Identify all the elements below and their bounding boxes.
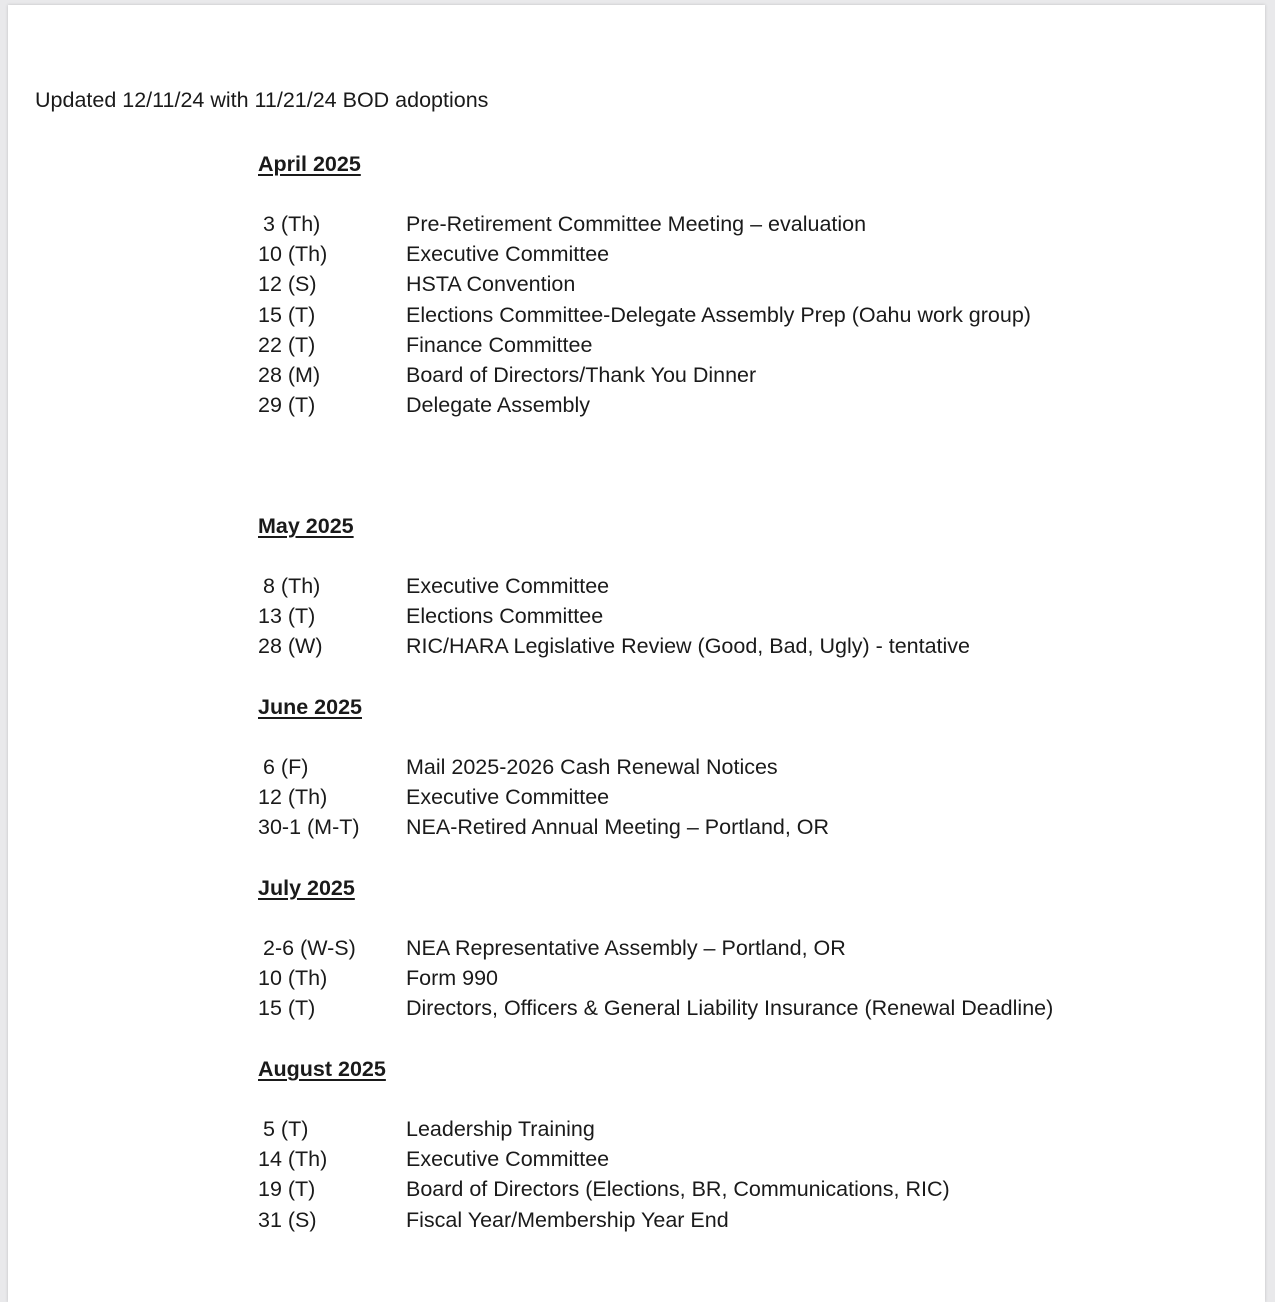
event-date: 22 (T) xyxy=(258,332,316,357)
event-description: Fiscal Year/Membership Year End xyxy=(406,1207,729,1232)
event-date: 2-6 (W-S) xyxy=(263,936,356,960)
event-row xyxy=(258,752,1238,782)
event-row xyxy=(258,390,1238,420)
event-date: 10 (Th) xyxy=(258,242,328,267)
month-section-august xyxy=(258,1054,1238,1235)
event-row xyxy=(258,1144,1238,1174)
month-section-april xyxy=(258,149,1238,420)
event-row xyxy=(258,1205,1238,1235)
event-row xyxy=(258,601,1238,631)
event-date: 31 (S) xyxy=(258,1207,317,1232)
event-date: 30-1 (M-T) xyxy=(258,815,360,840)
event-date: 28 (W) xyxy=(258,634,323,659)
event-description: Executive Committee xyxy=(406,785,610,810)
event-row xyxy=(258,812,1238,842)
event-row xyxy=(258,933,1238,963)
updated-note: Updated 12/11/24 with 11/21/24 BOD adoptions xyxy=(35,88,489,112)
event-row xyxy=(258,963,1238,993)
event-description: Directors, Officers & General Liability Insurance (Renewal Deadline) xyxy=(406,996,1054,1021)
event-date: 15 (T) xyxy=(258,996,316,1021)
event-row xyxy=(258,782,1238,812)
event-description: Executive Committee xyxy=(406,242,610,267)
event-description: Executive Committee xyxy=(406,574,610,598)
event-description: NEA Representative Assembly – Portland, OR xyxy=(406,936,846,960)
event-row xyxy=(258,993,1238,1023)
month-section-july xyxy=(258,873,1238,1024)
event-date: 12 (Th) xyxy=(258,785,328,810)
event-row xyxy=(258,269,1238,299)
event-row xyxy=(258,571,1238,601)
month-title: August 2025 xyxy=(258,1057,386,1081)
event-row xyxy=(258,300,1238,330)
event-description: Delegate Assembly xyxy=(406,393,591,418)
event-description: NEA-Retired Annual Meeting – Portland, OR xyxy=(406,815,830,840)
event-description: Elections Committee-Delegate Assembly Prep (Oahu work group) xyxy=(406,302,1031,327)
document-page xyxy=(8,5,1265,1302)
event-date: 29 (T) xyxy=(258,393,316,418)
event-row xyxy=(258,1114,1238,1144)
event-description: Board of Directors (Elections, BR, Communications, RIC) xyxy=(406,1177,950,1202)
event-date: 15 (T) xyxy=(258,302,316,327)
event-date: 8 (Th) xyxy=(263,574,321,598)
event-date: 19 (T) xyxy=(258,1177,316,1202)
event-description: Form 990 xyxy=(406,966,499,991)
month-title: April 2025 xyxy=(258,152,361,176)
event-description: Mail 2025-2026 Cash Renewal Notices xyxy=(406,755,778,779)
event-list xyxy=(258,752,1238,843)
event-description: Board of Directors/Thank You Dinner xyxy=(406,362,757,387)
event-date: 12 (S) xyxy=(258,272,317,297)
event-list xyxy=(258,1114,1238,1235)
month-title: July 2025 xyxy=(258,876,355,900)
event-date: 28 (M) xyxy=(258,362,321,387)
event-description: Pre-Retirement Committee Meeting – evaluation xyxy=(406,212,867,236)
event-date: 13 (T) xyxy=(258,604,316,629)
event-row xyxy=(258,330,1238,360)
event-description: Elections Committee xyxy=(406,604,604,629)
event-list xyxy=(258,571,1238,662)
event-row xyxy=(258,360,1238,390)
event-date: 14 (Th) xyxy=(258,1147,328,1172)
event-date: 10 (Th) xyxy=(258,966,328,991)
event-description: Finance Committee xyxy=(406,332,593,357)
event-row xyxy=(258,209,1238,239)
event-row xyxy=(258,631,1238,661)
event-list xyxy=(258,209,1238,420)
month-title: June 2025 xyxy=(258,695,362,719)
month-section-may xyxy=(258,511,1238,662)
event-date: 3 (Th) xyxy=(263,212,321,236)
event-description: RIC/HARA Legislative Review (Good, Bad, Ugly) - tentative xyxy=(406,634,971,659)
event-description: Executive Committee xyxy=(406,1147,610,1172)
event-row xyxy=(258,239,1238,269)
month-title: May 2025 xyxy=(258,514,354,538)
event-description: Leadership Training xyxy=(406,1117,595,1141)
event-date: 5 (T) xyxy=(263,1117,309,1141)
event-row xyxy=(258,1174,1238,1204)
event-date: 6 (F) xyxy=(263,755,309,779)
event-description: HSTA Convention xyxy=(406,272,576,297)
event-list xyxy=(258,933,1238,1024)
month-section-june xyxy=(258,692,1238,843)
